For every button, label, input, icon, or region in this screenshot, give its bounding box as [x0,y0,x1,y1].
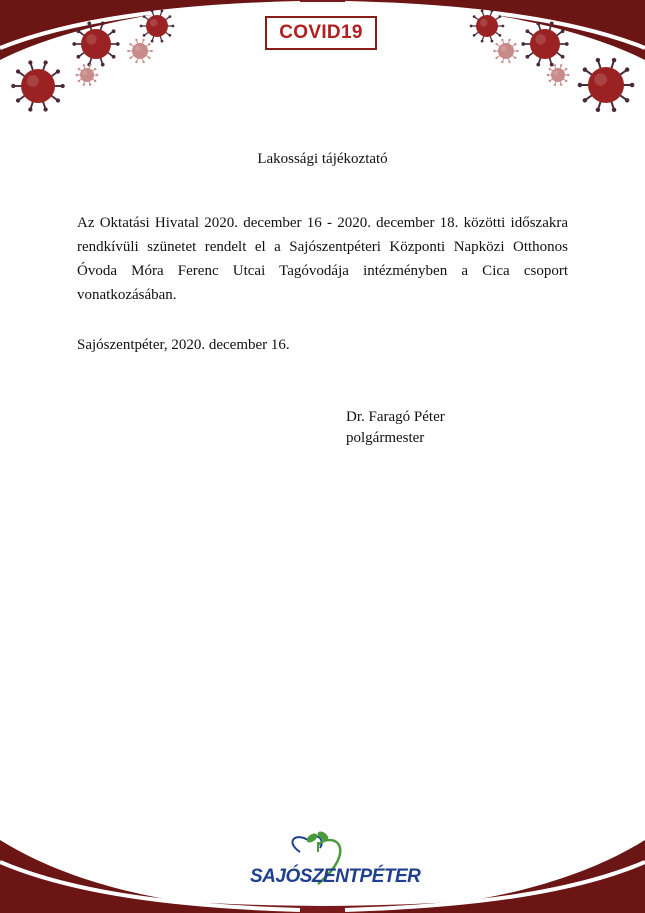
document-title: Lakossági tájékoztató [257,151,388,167]
covid19-badge [265,16,377,50]
place-and-date: Sajószentpéter, 2020. december 16. [77,337,290,353]
signature-block [346,407,445,449]
signer-name: Dr. Faragó Péter [346,409,445,425]
virus-icon [11,60,65,111]
virus-icon [127,39,153,63]
covid19-badge-text: COVID19 [279,22,363,43]
virus-icon [547,64,570,86]
virus-icon [493,39,519,63]
footer-logo-text: SAJÓSZENTPÉTER [250,866,421,887]
signer-title: polgármester [346,430,425,446]
virus-icon [578,58,635,112]
virus-icon [76,64,99,86]
body-paragraph: Az Oktatási Hivatal 2020. december 16 - 2020. december 18. közötti időszakra rendkívüli szünetet rendelt el a Sajószentpéteri Központi Napközi Otthonos Óvoda Móra Ferenc Utcai Tagóvodája intézményben a Cica csoport vonatkozásában. [77,215,568,303]
